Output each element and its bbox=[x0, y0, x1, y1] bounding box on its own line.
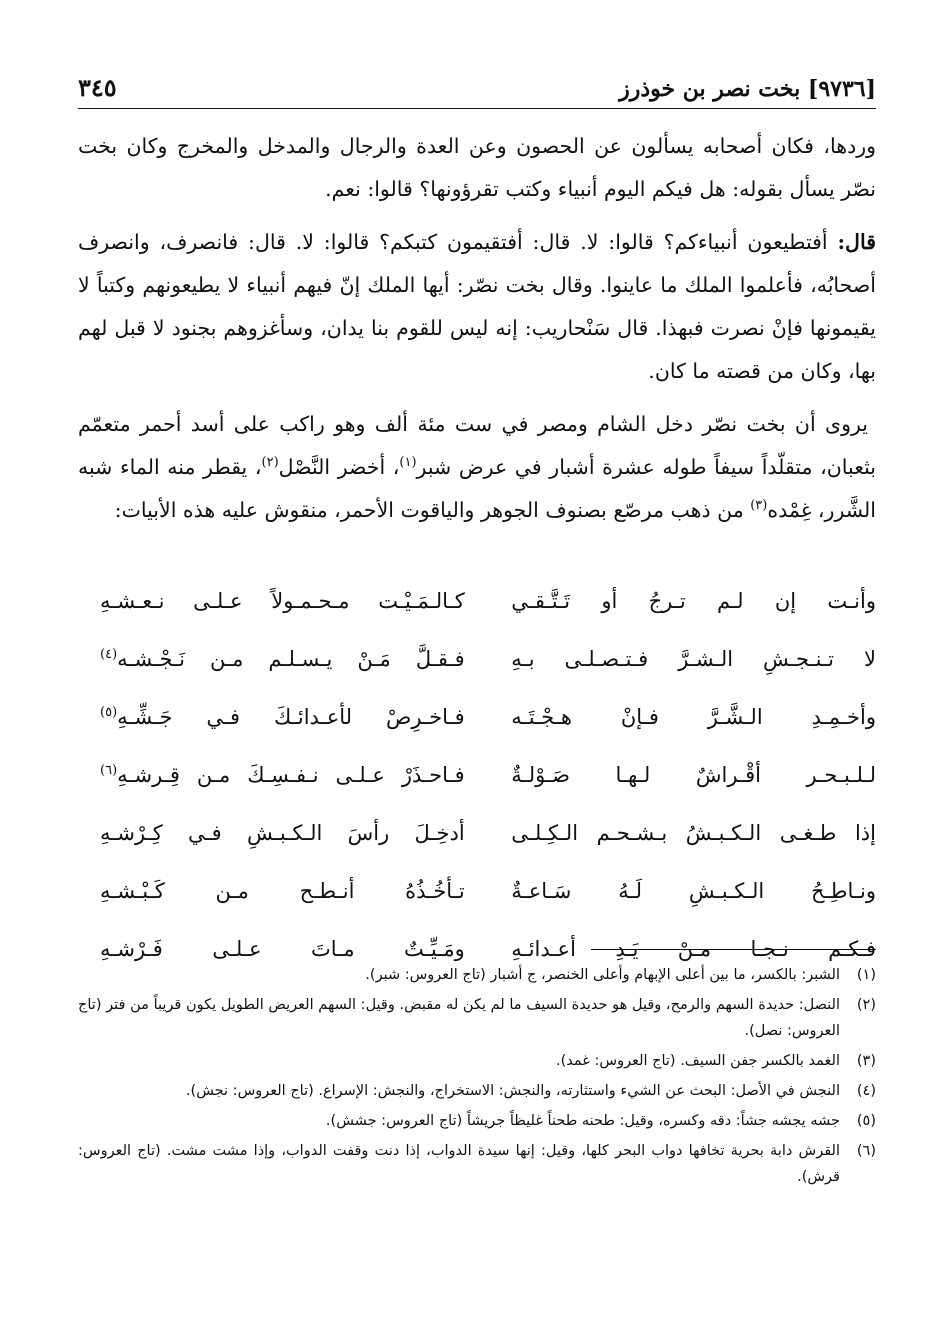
verse-first-hemistich: وأخـمِـدِ الـشَّـرَّ فـإنْ هـجْـتَـه bbox=[511, 705, 876, 729]
footnote-text: الغمد بالكسر جفن السيف. (تاج العروس: غمد). bbox=[556, 1053, 840, 1069]
verse-second-hemistich bbox=[100, 589, 465, 613]
verse-second-text: فـاحـذَرْ عـلـى نـفـسِـكَ مـن قِـرشـهِ bbox=[117, 763, 465, 787]
page-number: ٣٤٥ bbox=[78, 73, 117, 102]
verse-second-hemistich bbox=[100, 821, 465, 845]
paragraph-2-text: أفتطيعون أنبياءكم؟ قالوا: لا. قال: أفتقيمون كتبكم؟ قالوا: لا. قال: فانصرف، وانصرف أصحابُه، فأعلموا الملك ما عاينوا. وقال بخت نصّر: أيها الملك إنّ فيهم أنبياء لا يطيعونهم وكتباً لا يقيمونها فإنْ نصرت فبهذا. قال سَنْحاريب: إنه ليس للقوم بنا يدان، وسأغزوهم بجنود لا قبل لهم بها، وكان من قصته ما كان. bbox=[78, 230, 876, 383]
footnote-item bbox=[78, 1078, 876, 1104]
speaker-keyword: قال: bbox=[837, 230, 876, 254]
verse-footnote-ref: (٦) bbox=[100, 763, 118, 778]
footnote-number: (٣) bbox=[856, 1053, 876, 1069]
verse-second-hemistich bbox=[100, 937, 465, 961]
footnote-item bbox=[78, 992, 876, 1044]
verse-footnote-ref: (٤) bbox=[100, 647, 118, 662]
running-head bbox=[78, 62, 876, 109]
footnote-number: (٦) bbox=[856, 1143, 876, 1159]
footnote-text: القرش دابة بحرية تخافها دواب البحر كلها، وقيل: إنها سيدة الدواب، إذا دنت وقفت الدواب، وإذا مشت مشت. (تاج العروس: قرش). bbox=[78, 1143, 840, 1185]
footnotes bbox=[78, 962, 876, 1194]
footnote-number: (١) bbox=[856, 967, 876, 983]
footnote-separator bbox=[591, 949, 876, 950]
footnote-item bbox=[78, 1048, 876, 1074]
footnote-item bbox=[78, 962, 876, 988]
poem-verse bbox=[100, 804, 876, 862]
verse-first-hemistich: فـكـم نـجـا مـنْ يَـدِ أعـدائـهِ bbox=[511, 937, 876, 961]
paragraph-3 bbox=[78, 403, 876, 532]
footnote-number: (٥) bbox=[856, 1113, 876, 1129]
footnote-text: جشه يجشه جشاً: دقه وكسره، وقيل: طحنه طحناً غليظاً جريشاً (تاج العروس: جشش). bbox=[325, 1113, 840, 1129]
verse-second-text: تـأخُـذُهُ أنـطـح مـن كَـبْـشـهِ bbox=[100, 879, 465, 903]
main-text bbox=[78, 125, 876, 542]
verse-first-hemistich: إذا طـغـى الـكـبـشُ بـشـحـم الـكِـلـى bbox=[511, 821, 876, 845]
footnote-ref-2: (٢) bbox=[261, 455, 279, 471]
footnote-text: النجش في الأصل: البحث عن الشيء واستثارته، والنجش: الاستخراج، والنجش: الإسراع. (تاج العروس: نجش). bbox=[185, 1083, 840, 1099]
poem-verse bbox=[100, 572, 876, 630]
footnote-item bbox=[78, 1108, 876, 1134]
paragraph-2 bbox=[78, 221, 876, 393]
verse-first-hemistich: لا تـنـجـشِ الـشـرَّ فـتـصـلـى بـهِ bbox=[511, 647, 876, 671]
poem-verse bbox=[100, 688, 876, 746]
verse-second-hemistich bbox=[100, 763, 465, 787]
verse-first-hemistich: ونـاطِـحُ الـكـبـشِ لَـهُ سَـاعـةٌ bbox=[511, 879, 876, 903]
paragraph-3-part-a: يروى أن بخت نصّر دخل الشام ومصر في ست مئة ألف وهو راكب على أسد أحمر متعمّم بثعبان، متقلّداً سيفاً طوله عشرة أشبار في عرض شبر bbox=[78, 412, 876, 479]
poem-verse bbox=[100, 746, 876, 804]
footnote-text: الشبر: بالكسر، ما بين أعلى الإبهام وأعلى الخنصر، ج أشبار (تاج العروس: شبر). bbox=[365, 967, 840, 983]
verse-footnote-ref: (٥) bbox=[100, 705, 118, 720]
verse-second-hemistich bbox=[100, 647, 465, 671]
verse-second-text: فـاخـرِصْ لأعـدائـكَ فـي جَـشِّـهِ bbox=[117, 705, 465, 729]
verse-second-hemistich bbox=[100, 705, 465, 729]
poem bbox=[100, 572, 876, 978]
running-title: [٩٧٣٦] بخت نصر بن خوذرز bbox=[619, 76, 876, 102]
verse-second-text: أدخِـلَ رأسَ الـكـبـشِ فـي كِـرْشـهِ bbox=[100, 821, 465, 845]
footnote-number: (٤) bbox=[856, 1083, 876, 1099]
paragraph-3-part-b: ، أخضر النَّصْل bbox=[278, 455, 400, 479]
verse-second-text: فـقـلَّ مَـنْ يـسـلـم مـن نَـجْـشـه bbox=[117, 647, 465, 671]
footnote-item bbox=[78, 1138, 876, 1190]
footnote-text: النصل: حديدة السهم والرمح، وقيل هو حديدة السيف ما لم يكن له مقبض. وقيل: السهم العريض الطويل يكون قريباً من فتر (تاج العروس: نصل). bbox=[78, 997, 840, 1039]
verse-second-text: ومَـيِّـتٌ مـاتَ عـلـى فَـرْشـهِ bbox=[100, 937, 465, 961]
verse-second-hemistich bbox=[100, 879, 465, 903]
paragraph-3-part-c: ، يقطر منه الماء شبه الشَّرر، غِمْده bbox=[78, 455, 876, 522]
verse-second-text: كـالـمَـيْـت مـحـمـولاً عـلـى نـعـشـهِ bbox=[100, 589, 465, 613]
verse-first-hemistich: وأنـت إن لـم تـرجُ أو تَـتَّـقـي bbox=[511, 589, 876, 613]
paragraph-3-part-d: من ذهب مرصّع بصنوف الجوهر والياقوت الأحمر، منقوش عليه هذه الأبيات: bbox=[114, 498, 751, 522]
poem-verse bbox=[100, 862, 876, 920]
poem-verse bbox=[100, 630, 876, 688]
paragraph-1: وردها، فكان أصحابه يسألون عن الحصون وعن العدة والرجال والمدخل والمخرج وكان بخت نصّر يسأل بقوله: هل فيكم اليوم أنبياء وكتب تقرؤونها؟ قالوا: نعم. bbox=[78, 134, 876, 201]
footnote-ref-1: (١) bbox=[399, 455, 417, 471]
verse-first-hemistich: لـلـبـحـر أقْـراشٌ لـهـا صَـوْلـةٌ bbox=[511, 763, 876, 787]
footnote-ref-3: (٣) bbox=[750, 498, 768, 514]
footnote-number: (٢) bbox=[856, 997, 876, 1013]
